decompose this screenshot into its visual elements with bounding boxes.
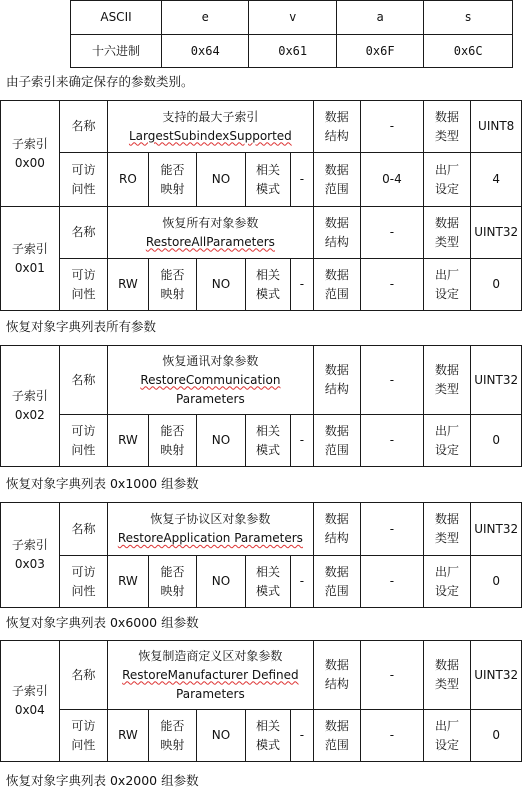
subindex-block (0, 206, 522, 311)
hex-row (71, 35, 513, 68)
subindex-label-cell (1, 346, 60, 467)
attr-row (1, 153, 522, 207)
subindex-label: 子索引 (11, 136, 48, 151)
range-value: - (361, 710, 424, 762)
name-en-line: RestoreCommunication (140, 372, 281, 387)
mappable-label: 能否 映射 (148, 259, 197, 311)
subindex-note: 恢复对象字典列表 0x1000 组参数 (6, 476, 199, 491)
range-value: 0-4 (361, 153, 424, 207)
name-label: 名称 (59, 641, 108, 710)
access-label: 可访 问性 (59, 415, 108, 467)
data-type-value: UINT32 (471, 641, 522, 710)
mappable-label: 能否 映射 (148, 153, 197, 207)
related-mode-label: 相关 模式 (245, 415, 291, 467)
related-mode-value: - (291, 153, 313, 207)
name-row (1, 503, 522, 556)
hex-cell: 0x61 (249, 35, 336, 68)
default-value: 4 (471, 153, 522, 207)
mappable-value: NO (197, 710, 246, 762)
subindex-block (0, 100, 522, 207)
hex-cell: 0x6F (336, 35, 423, 68)
parameter-name-cell (108, 641, 313, 710)
subindex-label-cell (1, 101, 60, 207)
name-cn: 恢复子协议区对象参数 (150, 512, 271, 526)
name-row (1, 101, 522, 153)
intro-note: 由子索引来确定保存的参数类别。 (6, 74, 194, 89)
related-mode-value: - (291, 259, 313, 311)
default-label: 出厂 设定 (423, 415, 471, 467)
access-value: RW (108, 556, 148, 608)
ascii-cell: s (424, 1, 513, 35)
subindex-block (0, 345, 522, 467)
range-label: 数据 范围 (313, 710, 361, 762)
data-type-value: UINT8 (471, 101, 522, 153)
subindex-value: 0x01 (14, 260, 45, 275)
related-mode-label: 相关 模式 (245, 153, 291, 207)
parameter-name-cell (108, 346, 313, 415)
data-struct-label: 数据 结构 (313, 207, 361, 259)
subindex-value: 0x04 (14, 703, 45, 717)
access-label: 可访 问性 (59, 259, 108, 311)
data-type-label: 数据 类型 (423, 641, 471, 710)
subindex-block (0, 640, 522, 762)
name-cn: 恢复通讯对象参数 (162, 353, 259, 368)
access-value: RW (108, 710, 148, 762)
related-mode-value: - (291, 556, 313, 608)
mappable-label: 能否 映射 (148, 556, 197, 608)
hex-cell: 0x64 (162, 35, 249, 68)
attr-row (1, 415, 522, 467)
data-type-value: UINT32 (471, 346, 522, 415)
ascii-cell: e (162, 1, 249, 35)
subindex-note: 恢复对象字典列表所有参数 (6, 319, 157, 334)
subindex-block (0, 502, 522, 608)
range-label: 数据 范围 (313, 259, 361, 311)
name-cn: 支持的最大子索引 (162, 109, 259, 124)
name-en-line: Parameters (176, 391, 245, 406)
default-label: 出厂 设定 (423, 259, 471, 311)
related-mode-value: - (291, 710, 313, 762)
data-struct-label: 数据 结构 (313, 101, 361, 153)
name-label: 名称 (59, 346, 108, 415)
name-en-line: LargestSubindexSupported (128, 128, 292, 143)
data-struct-label: 数据 结构 (313, 641, 361, 710)
subindex-label: 子索引 (11, 389, 48, 403)
mappable-label: 能否 映射 (148, 415, 197, 467)
data-struct-value: - (361, 101, 424, 153)
data-type-value: UINT32 (471, 503, 522, 556)
attr-row (1, 556, 522, 608)
default-value: 0 (471, 259, 522, 311)
subindex-label-cell (1, 641, 60, 762)
data-struct-value: - (361, 641, 424, 710)
mappable-value: NO (197, 259, 246, 311)
access-value: RW (108, 259, 148, 311)
subindex-label: 子索引 (11, 538, 48, 552)
access-label: 可访 问性 (59, 556, 108, 608)
name-en-line: Parameters (176, 686, 245, 701)
subindex-note: 恢复对象字典列表 0x2000 组参数 (6, 773, 199, 788)
range-label: 数据 范围 (313, 415, 361, 467)
range-value: - (361, 259, 424, 311)
access-value: RO (108, 153, 148, 207)
mappable-value: NO (197, 415, 246, 467)
data-type-value: UINT32 (471, 207, 522, 259)
data-type-label: 数据 类型 (423, 101, 471, 153)
name-row (1, 641, 522, 710)
range-label: 数据 范围 (313, 153, 361, 207)
access-label: 可访 问性 (59, 710, 108, 762)
data-struct-label: 数据 结构 (313, 346, 361, 415)
data-struct-value: - (361, 207, 424, 259)
subindex-value: 0x03 (14, 557, 45, 571)
attr-row (1, 259, 522, 311)
subindex-label: 子索引 (11, 241, 48, 256)
subindex-note: 恢复对象字典列表 0x6000 组参数 (6, 615, 199, 630)
parameter-name-cell (108, 503, 313, 556)
name-label: 名称 (59, 503, 108, 556)
ascii-row-label: ASCII (71, 1, 162, 35)
default-label: 出厂 设定 (423, 153, 471, 207)
parameter-name-cell (108, 101, 313, 153)
ascii-hex-table (70, 0, 513, 68)
ascii-cell: v (249, 1, 336, 35)
subindex-label-cell (1, 207, 60, 311)
data-struct-value: - (361, 346, 424, 415)
name-en-line: RestoreAllParameters (145, 234, 275, 249)
range-value: - (361, 415, 424, 467)
data-type-label: 数据 类型 (423, 346, 471, 415)
name-cn: 恢复所有对象参数 (162, 215, 259, 230)
name-cn: 恢复制造商定义区对象参数 (138, 648, 283, 663)
related-mode-value: - (291, 415, 313, 467)
range-value: - (361, 556, 424, 608)
subindex-value: 0x00 (14, 155, 45, 170)
range-label: 数据 范围 (313, 556, 361, 608)
default-label: 出厂 设定 (423, 710, 471, 762)
attr-row (1, 710, 522, 762)
data-type-label: 数据 类型 (423, 207, 471, 259)
mappable-value: NO (197, 153, 246, 207)
hex-row-label: 十六进制 (71, 35, 162, 68)
name-row (1, 346, 522, 415)
default-value: 0 (471, 556, 522, 608)
ascii-table-blank-cell (0, 0, 71, 67)
mappable-value: NO (197, 556, 246, 608)
related-mode-label: 相关 模式 (245, 556, 291, 608)
access-label: 可访 问性 (59, 153, 108, 207)
name-label: 名称 (59, 101, 108, 153)
default-value: 0 (471, 415, 522, 467)
subindex-label: 子索引 (11, 684, 48, 698)
parameter-name-cell (108, 207, 313, 259)
related-mode-label: 相关 模式 (245, 710, 291, 762)
default-value: 0 (471, 710, 522, 762)
access-value: RW (108, 415, 148, 467)
data-struct-value: - (361, 503, 424, 556)
name-en-line: RestoreApplication Parameters (117, 531, 303, 545)
mappable-label: 能否 映射 (148, 710, 197, 762)
data-type-label: 数据 类型 (423, 503, 471, 556)
ascii-cell: a (336, 1, 423, 35)
hex-cell: 0x6C (424, 35, 513, 68)
default-label: 出厂 设定 (423, 556, 471, 608)
related-mode-label: 相关 模式 (245, 259, 291, 311)
ascii-row (71, 1, 513, 35)
name-label: 名称 (59, 207, 108, 259)
subindex-value: 0x02 (14, 408, 45, 422)
name-en-line: RestoreManufacturer Defined (122, 667, 299, 682)
subindex-label-cell (1, 503, 60, 608)
name-row (1, 207, 522, 259)
data-struct-label: 数据 结构 (313, 503, 361, 556)
